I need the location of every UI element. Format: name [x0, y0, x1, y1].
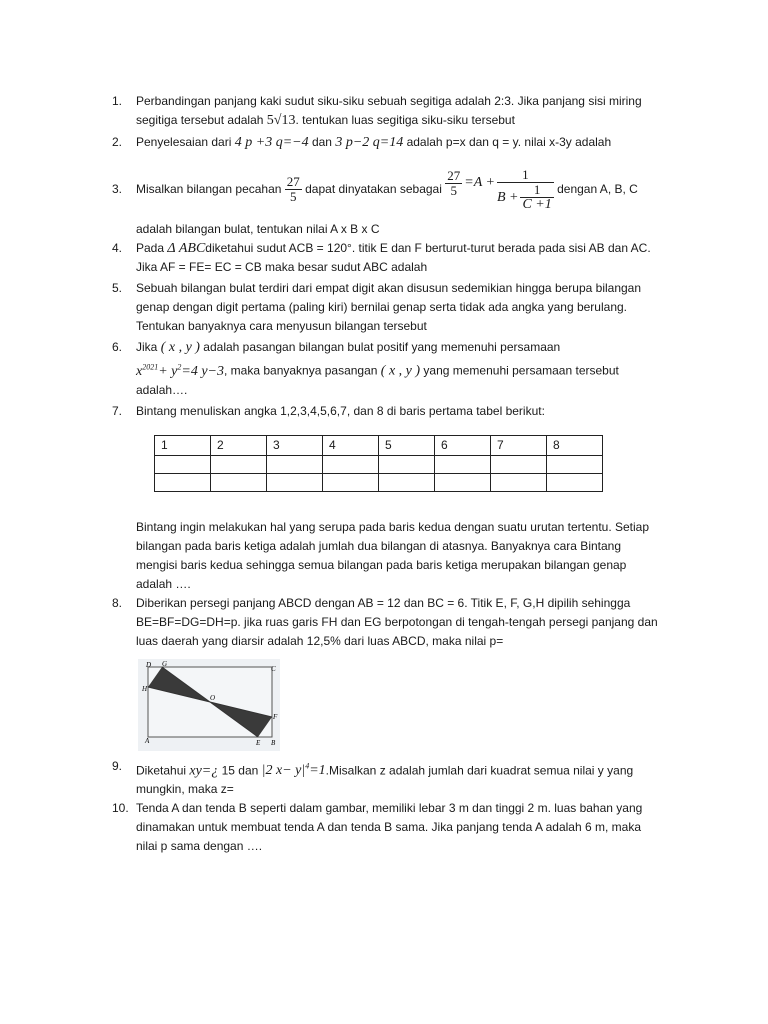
problem-text: Tentukan banyaknya cara menyusun bilangan tersebut: [136, 319, 427, 333]
problem-text: Misalkan bilangan pecahan: [136, 181, 282, 196]
problem-1: [112, 92, 682, 130]
table-cell: [323, 455, 379, 473]
math-expression: xy=¿: [189, 763, 219, 779]
problem-text: Diketahui: [136, 763, 187, 778]
math-var: =1: [309, 763, 326, 779]
label-a: A: [145, 736, 150, 745]
fraction-numerator: 27: [447, 167, 461, 183]
problem-text: luas daerah yang diarsir adalah 12,5% dari luas ABCD, maka nilai p=: [136, 633, 504, 648]
problem-number: 9.: [112, 758, 123, 773]
fraction-denominator: 5: [450, 182, 457, 198]
problem-number: 10.: [112, 801, 129, 816]
table-cell: [267, 455, 323, 473]
math-expression: ( x , y ): [160, 340, 200, 355]
number-table: [154, 435, 603, 492]
table-cell: 4: [323, 435, 379, 455]
problem-text: Jika AF = FE= EC = CB maka besar sudut ABC adalah: [136, 260, 428, 274]
problem-text: adalah bilangan bulat, tentukan nilai A x B x C: [136, 222, 380, 236]
problem-number: 1.: [112, 94, 123, 108]
problem-text: mengisi baris kedua sehingga semua bilangan pada baris ketiga merupakan bilangan genap: [136, 557, 627, 572]
problem-text: adalah p=x dan q = y. nilai x-3y adalah: [406, 135, 612, 149]
label-c: C: [271, 664, 276, 673]
problem-9: [112, 757, 682, 800]
problem-text: genap dengan digit pertama (paling kiri) bernilai genap serta tidak ada angka yang berulang.: [136, 300, 627, 314]
problem-text: dinamakan untuk membuat tenda A dan tenda B sama. Jika panjang tenda A adalah 6 m, maka: [136, 820, 642, 835]
math-exponent: 4: [305, 761, 310, 771]
table-cell: [435, 455, 491, 473]
problem-number: 7.: [112, 403, 123, 418]
problem-number: 6.: [112, 340, 123, 354]
rectangle-diagram: [138, 659, 280, 751]
table-cell: [491, 473, 547, 491]
table-cell: [267, 473, 323, 491]
problem-text: Diberikan persegi panjang ABCD dengan AB = 12 dan BC = 6. Titik E, F, G,H dipilih sehingga: [136, 595, 631, 610]
fraction-numerator: 27: [286, 173, 300, 189]
math-expression: B +: [496, 189, 519, 205]
math-var: =4 y−3: [181, 363, 224, 379]
problem-text: adalah ….: [136, 576, 191, 591]
table-row: [155, 473, 603, 491]
problem-3: [112, 160, 682, 220]
math-expression: [136, 364, 224, 379]
problem-text: dan: [311, 135, 332, 149]
fraction: [520, 183, 553, 212]
table-cell: [435, 473, 491, 491]
problem-text: bilangan pada baris ketiga adalah jumlah dua bilangan di atasnya. Banyaknya cara Bintang: [136, 538, 622, 553]
problem-2: [112, 133, 682, 152]
table-row: [155, 435, 603, 455]
problem-text: adalah pasangan bilangan bulat positif yang memenuhi persamaan: [203, 340, 561, 354]
fraction-denominator: C +1: [522, 196, 552, 212]
label-f: F: [273, 712, 278, 721]
problem-number: 3.: [112, 182, 123, 196]
problem-text: nilai p sama dengan ….: [136, 839, 263, 854]
label-o: O: [210, 693, 216, 702]
math-var: |2 x− y|: [261, 763, 306, 779]
table-cell: [379, 455, 435, 473]
math-expression: Δ ABC: [167, 241, 206, 256]
table-cell: 8: [547, 435, 603, 455]
problem-text: Sebuah bilangan bulat terdiri dari empat digit akan disusun sedemikian hingga berupa bilangan: [136, 281, 642, 295]
problem-text: segitiga tersebut adalah: [136, 113, 264, 127]
problem-text: Tenda A dan tenda B seperti dalam gambar, memiliki lebar 3 m dan tinggi 2 m. luas bahan yang: [136, 801, 643, 816]
math-expression: =A +: [464, 174, 495, 190]
table-cell: 3: [267, 435, 323, 455]
problem-text: diketahui sudut ACB = 120°. titik E dan F berturut-turut berada pada sisi AB dan AC.: [205, 241, 651, 255]
problem-text: Perbandingan panjang kaki sudut siku-siku sebuah segitiga adalah 2:3. Jika panjang sisi miring: [136, 94, 642, 108]
math-var: x: [136, 363, 143, 379]
problem-text: 15 dan: [221, 763, 259, 778]
problem-number: 2.: [112, 135, 123, 149]
problem-text: Pada: [136, 241, 165, 255]
fraction-denominator: 5: [290, 188, 297, 204]
problem-4: [112, 239, 682, 277]
fraction: [285, 175, 302, 204]
rectangle-figure: [138, 659, 280, 751]
problem-7: [112, 402, 682, 594]
math-expression: 4 p +3 q=−4: [234, 135, 309, 150]
label-e: E: [256, 738, 261, 747]
problem-6: [112, 338, 682, 400]
problem-text: . tentukan luas segitiga siku-siku tersebut: [295, 113, 515, 127]
table-cell: 1: [155, 435, 211, 455]
table-cell: [211, 473, 267, 491]
problem-3-continued: [112, 220, 682, 239]
math-exponent: 2021: [142, 362, 159, 371]
table-cell: [211, 455, 267, 473]
label-d: D: [146, 660, 152, 669]
continued-fraction: [445, 167, 554, 212]
problem-text: yang memenuhi persamaan tersebut: [423, 363, 619, 378]
problem-text: adalah….: [136, 382, 188, 397]
math-expression: 3 p−2 q=14: [335, 135, 404, 150]
problem-text: Penyelesaian dari: [136, 135, 232, 149]
table-cell: [155, 455, 211, 473]
math-expression: [262, 763, 326, 778]
label-h: H: [142, 684, 148, 693]
problem-text: mungkin, maka z=: [136, 782, 234, 797]
table-cell: [323, 473, 379, 491]
math-var: + y: [158, 363, 178, 379]
problem-text: Bintang menuliskan angka 1,2,3,4,5,6,7, dan 8 di baris pertama tabel berikut:: [136, 403, 545, 418]
fraction-numerator: 1: [497, 167, 554, 183]
table-cell: 5: [379, 435, 435, 455]
table-row: [155, 455, 603, 473]
problem-10: [112, 799, 682, 856]
table-cell: [547, 455, 603, 473]
problem-text: BE=BF=DG=DH=p. jika ruas garis FH dan EG berpotongan di tengah-tengah persegi panjang dan: [136, 614, 658, 629]
table-cell: [379, 473, 435, 491]
table-cell: [547, 473, 603, 491]
fraction: [445, 169, 462, 198]
table-cell: [155, 473, 211, 491]
problem-text: Jika: [136, 340, 158, 354]
math-expression: 5√13: [266, 113, 296, 128]
math-exponent: 2: [177, 362, 182, 371]
table-cell: 6: [435, 435, 491, 455]
problem-text: , maka banyaknya pasangan: [224, 363, 378, 378]
problem-8: [112, 594, 682, 751]
problem-text: .Misalkan z adalah jumlah dari kuadrat semua nilai y yang: [325, 763, 634, 778]
problem-5: [112, 279, 682, 336]
problem-text: Bintang ingin melakukan hal yang serupa pada baris kedua dengan suatu urutan tertentu. Setiap: [136, 519, 650, 534]
label-g: G: [162, 659, 168, 668]
problem-list: [112, 92, 682, 856]
fraction-numerator: 1: [520, 183, 553, 198]
table-cell: 2: [211, 435, 267, 455]
math-expression: ( x , y ): [380, 363, 421, 379]
problem-text: dapat dinyatakan sebagai: [305, 181, 442, 196]
problem-number: 4.: [112, 241, 123, 255]
problem-number: 8.: [112, 595, 123, 610]
label-b: B: [271, 738, 276, 747]
problem-number: 5.: [112, 281, 123, 295]
problem-text: dengan A, B, C: [557, 181, 638, 196]
table-cell: 7: [491, 435, 547, 455]
table-cell: [491, 455, 547, 473]
